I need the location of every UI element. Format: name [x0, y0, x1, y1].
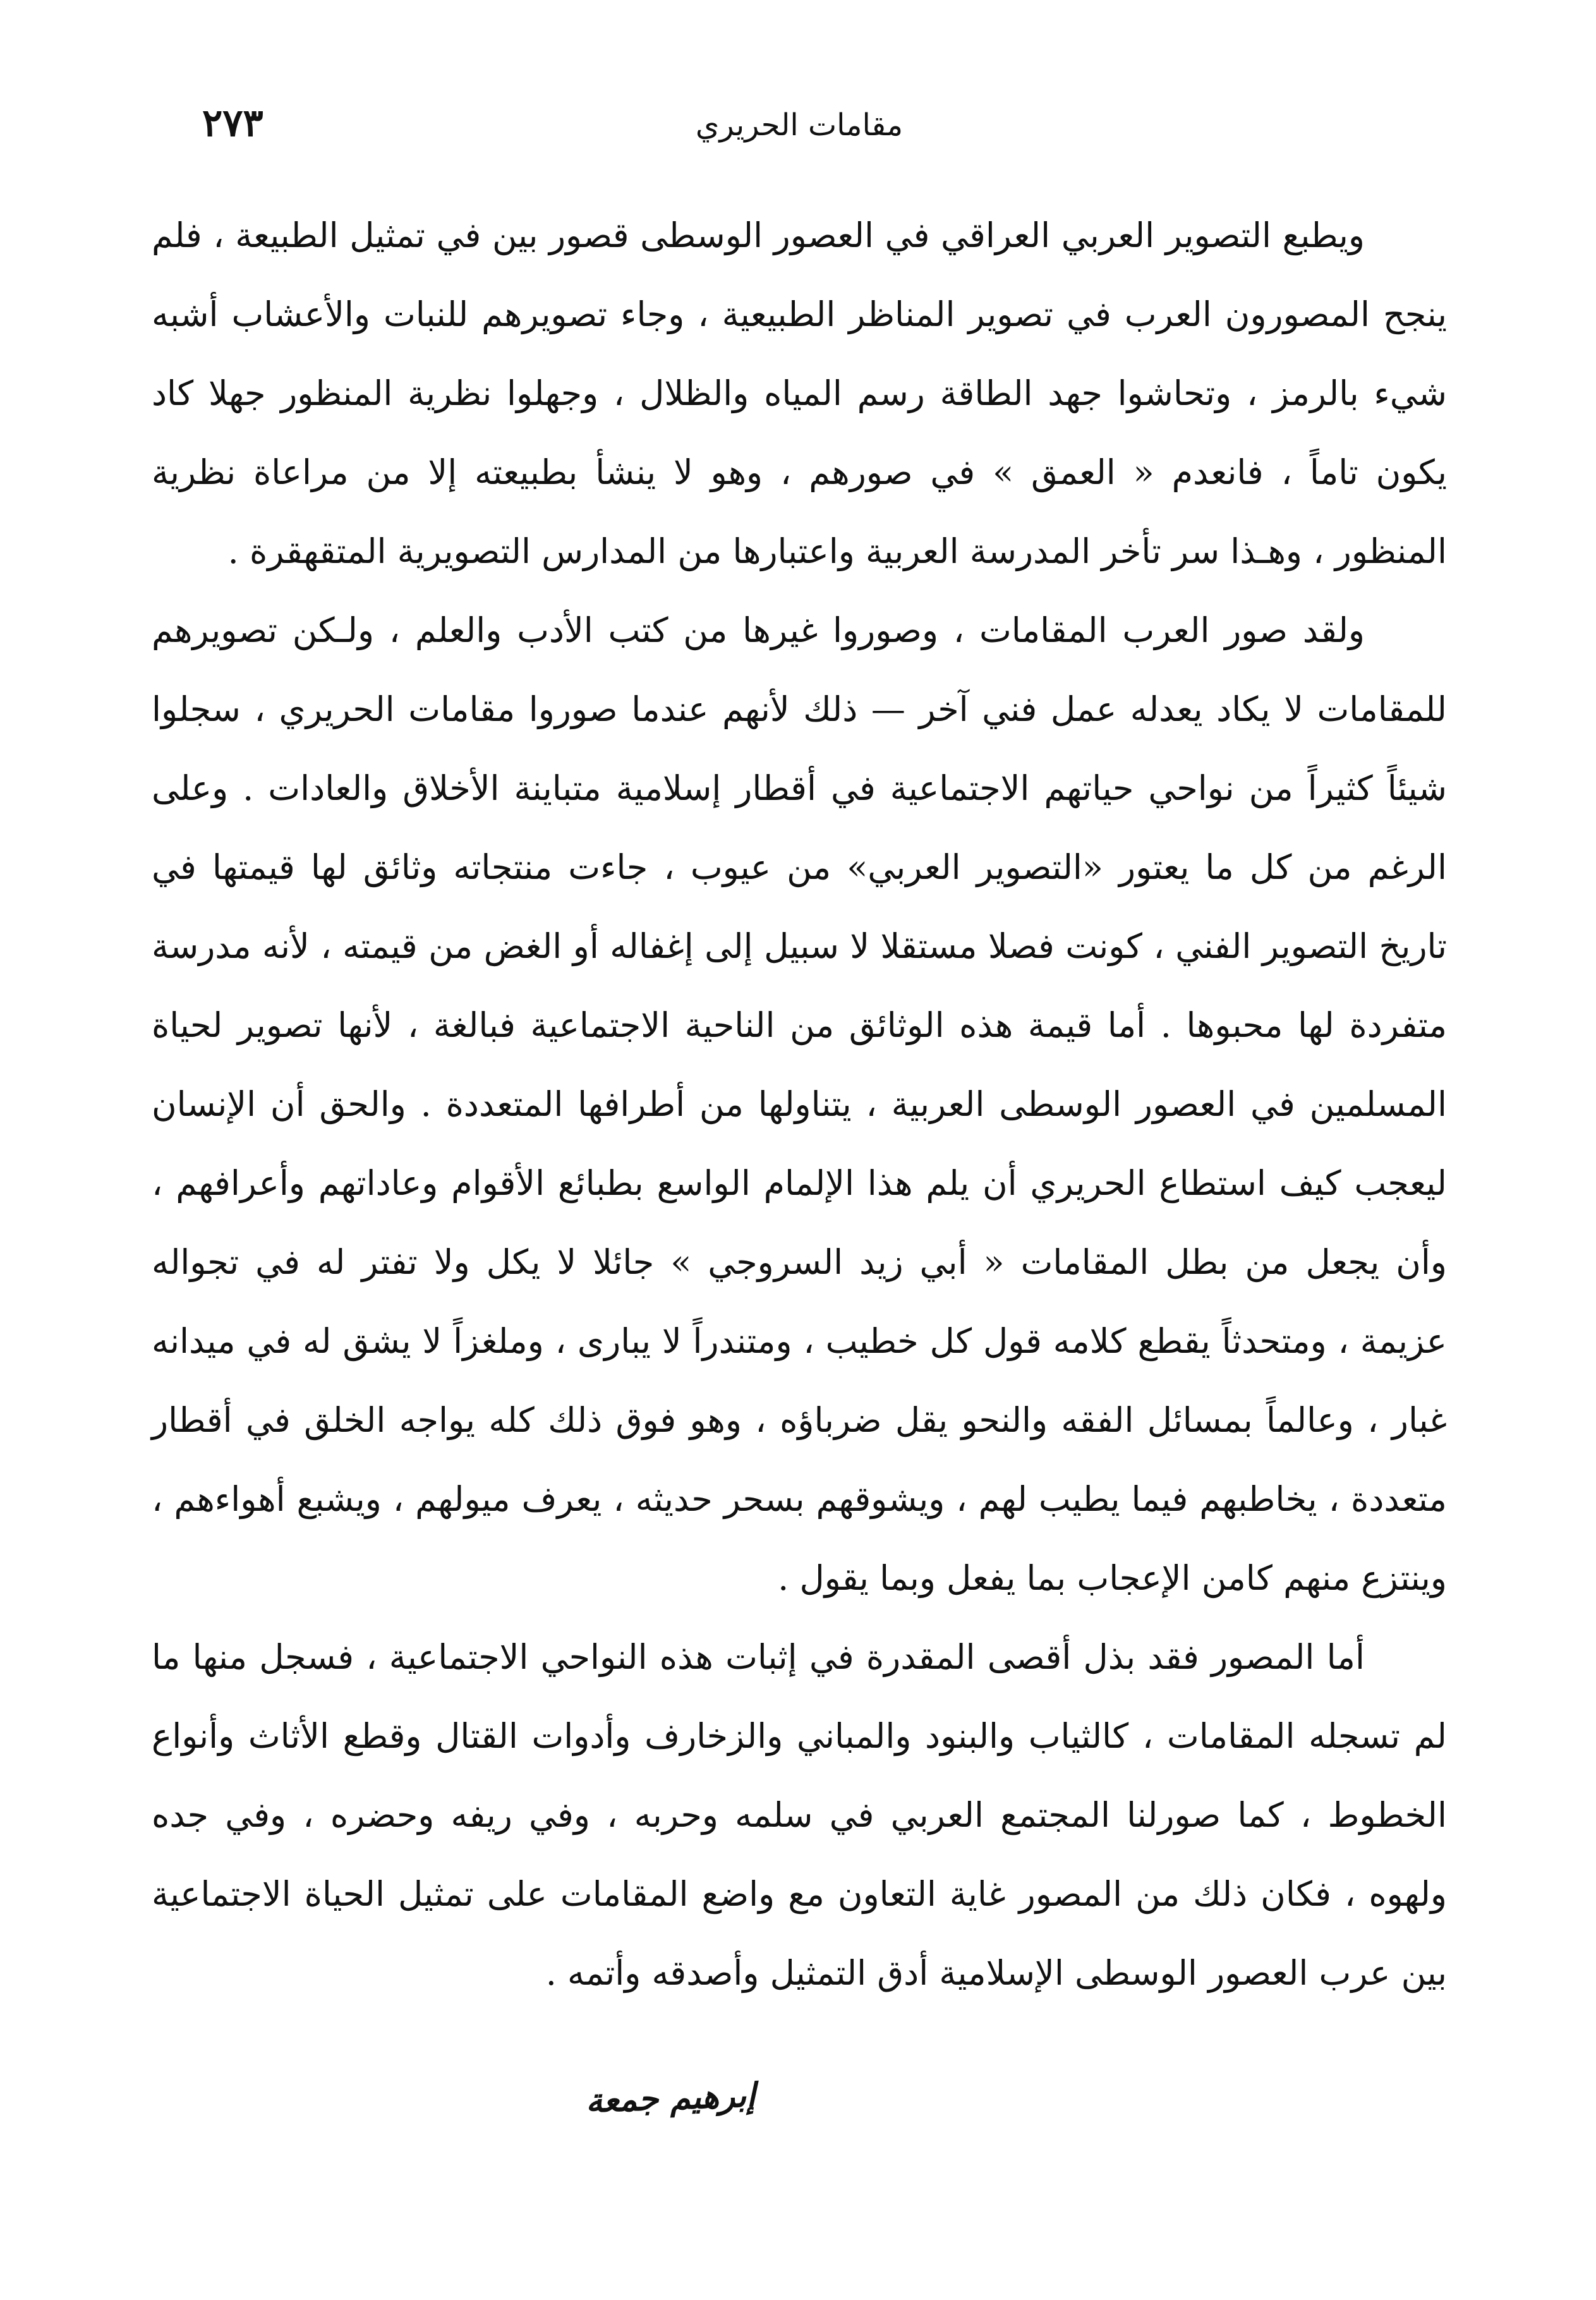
running-header	[152, 95, 1447, 190]
body-text	[152, 196, 1447, 2012]
paragraph-3: أما المصور فقد بذل أقصى المقدرة في إثبات هذه النواحي الاجتماعية ، فسجل منها ما لم تسجله المقامات ، كالثياب والبنود والمباني والزخارف وأدوات القتال وقطع الأثاث وأنواع الخطوط ، كما صورلنا المجتمع العربي في سلمه وحربه ، وفي ريفه وحضره ، وفي جده ولهوه ، فكان ذلك من المصور غاية التعاون مع واضع المقامات على تمثيل الحياة الاجتماعية بين عرب العصور الوسطى الإسلامية أدق التمثيل وأصدقه وأتمه .	[152, 1637, 1447, 1993]
paragraph-2: ولقد صور العرب المقامات ، وصوروا غيرها من كتب الأدب والعلم ، ولـكن تصويرهم للمقامات لا يكاد يعدله عمل فني آخر — ذلك لأنهم عندما صوروا مقامات الحريري ، سجلوا شيئاً كثيراً من نواحي حياتهم الاجتماعية في أقطار إسلامية متباينة الأخلاق والعادات . وعلى الرغم من كل ما يعتور «التصوير العربي» من عيوب ، جاءت منتجاته وثائق لها قيمتها في تاريخ التصوير الفني ، كونت فصلا مستقلا لا سبيل إلى إغفاله أو الغض من قيمته ، لأنه مدرسة متفردة لها محبوها . أما قيمة هذه الوثائق من الناحية الاجتماعية فبالغة ، لأنها تصوير لحياة المسلمين في العصور الوسطى العربية ، يتناولها من أطرافها المتعددة . والحق أن الإنسان ليعجب كيف استطاع الحريري أن يلم هذا الإلمام الواسع بطبائع الأقوام وعاداتهم وأعرافهم ، وأن يجعل من بطل المقامات « أبي زيد السروجي » جائلا لا يكل ولا تفتر له في تجواله عزيمة ، ومتحدثاً يقطع كلامه قول كل خطيب ، ومتندراً لا يبارى ، وملغزاً لا يشق له في ميدانه غبار ، وعالماً بمسائل الفقه والنحو يقل ضرباؤه ، وهو فوق ذلك كله يواجه الخلق في أقطار متعددة ، يخاطبهم فيما يطيب لهم ، ويشوقهم بسحر حديثه ، يعرف ميولهم ، ويشبع أهواءهم ، وينتزع منهم كامن الإعجاب بما يفعل وبما يقول .	[152, 610, 1448, 1598]
author-signature: إبرهيم جمعة	[585, 2076, 756, 2121]
paragraph-1: ويطبع التصوير العربي العراقي في العصور الوسطى قصور بين في تمثيل الطبيعة ، فلم ينجح المصورون العرب في تصوير المناظر الطبيعية ، وجاء تصويرهم للنبات والأعشاب أشبه شيء بالرمز ، وتحاشوا جهد الطاقة رسم المياه والظلال ، وجهلوا نظرية المنظور جهلا كاد يكون تاماً ، فانعدم « العمق » في صورهم ، وهو لا ينشأ بطبيعته إلا من مراعاة نظرية المنظور ، وهـذا سر تأخر المدرسة العربية واعتبارها من المدارس التصويرية المتقهقرة .	[152, 215, 1447, 571]
running-title: مقامات الحريري	[695, 107, 904, 143]
book-page	[152, 95, 1447, 2243]
page-number: ٢٧٣	[202, 101, 263, 145]
